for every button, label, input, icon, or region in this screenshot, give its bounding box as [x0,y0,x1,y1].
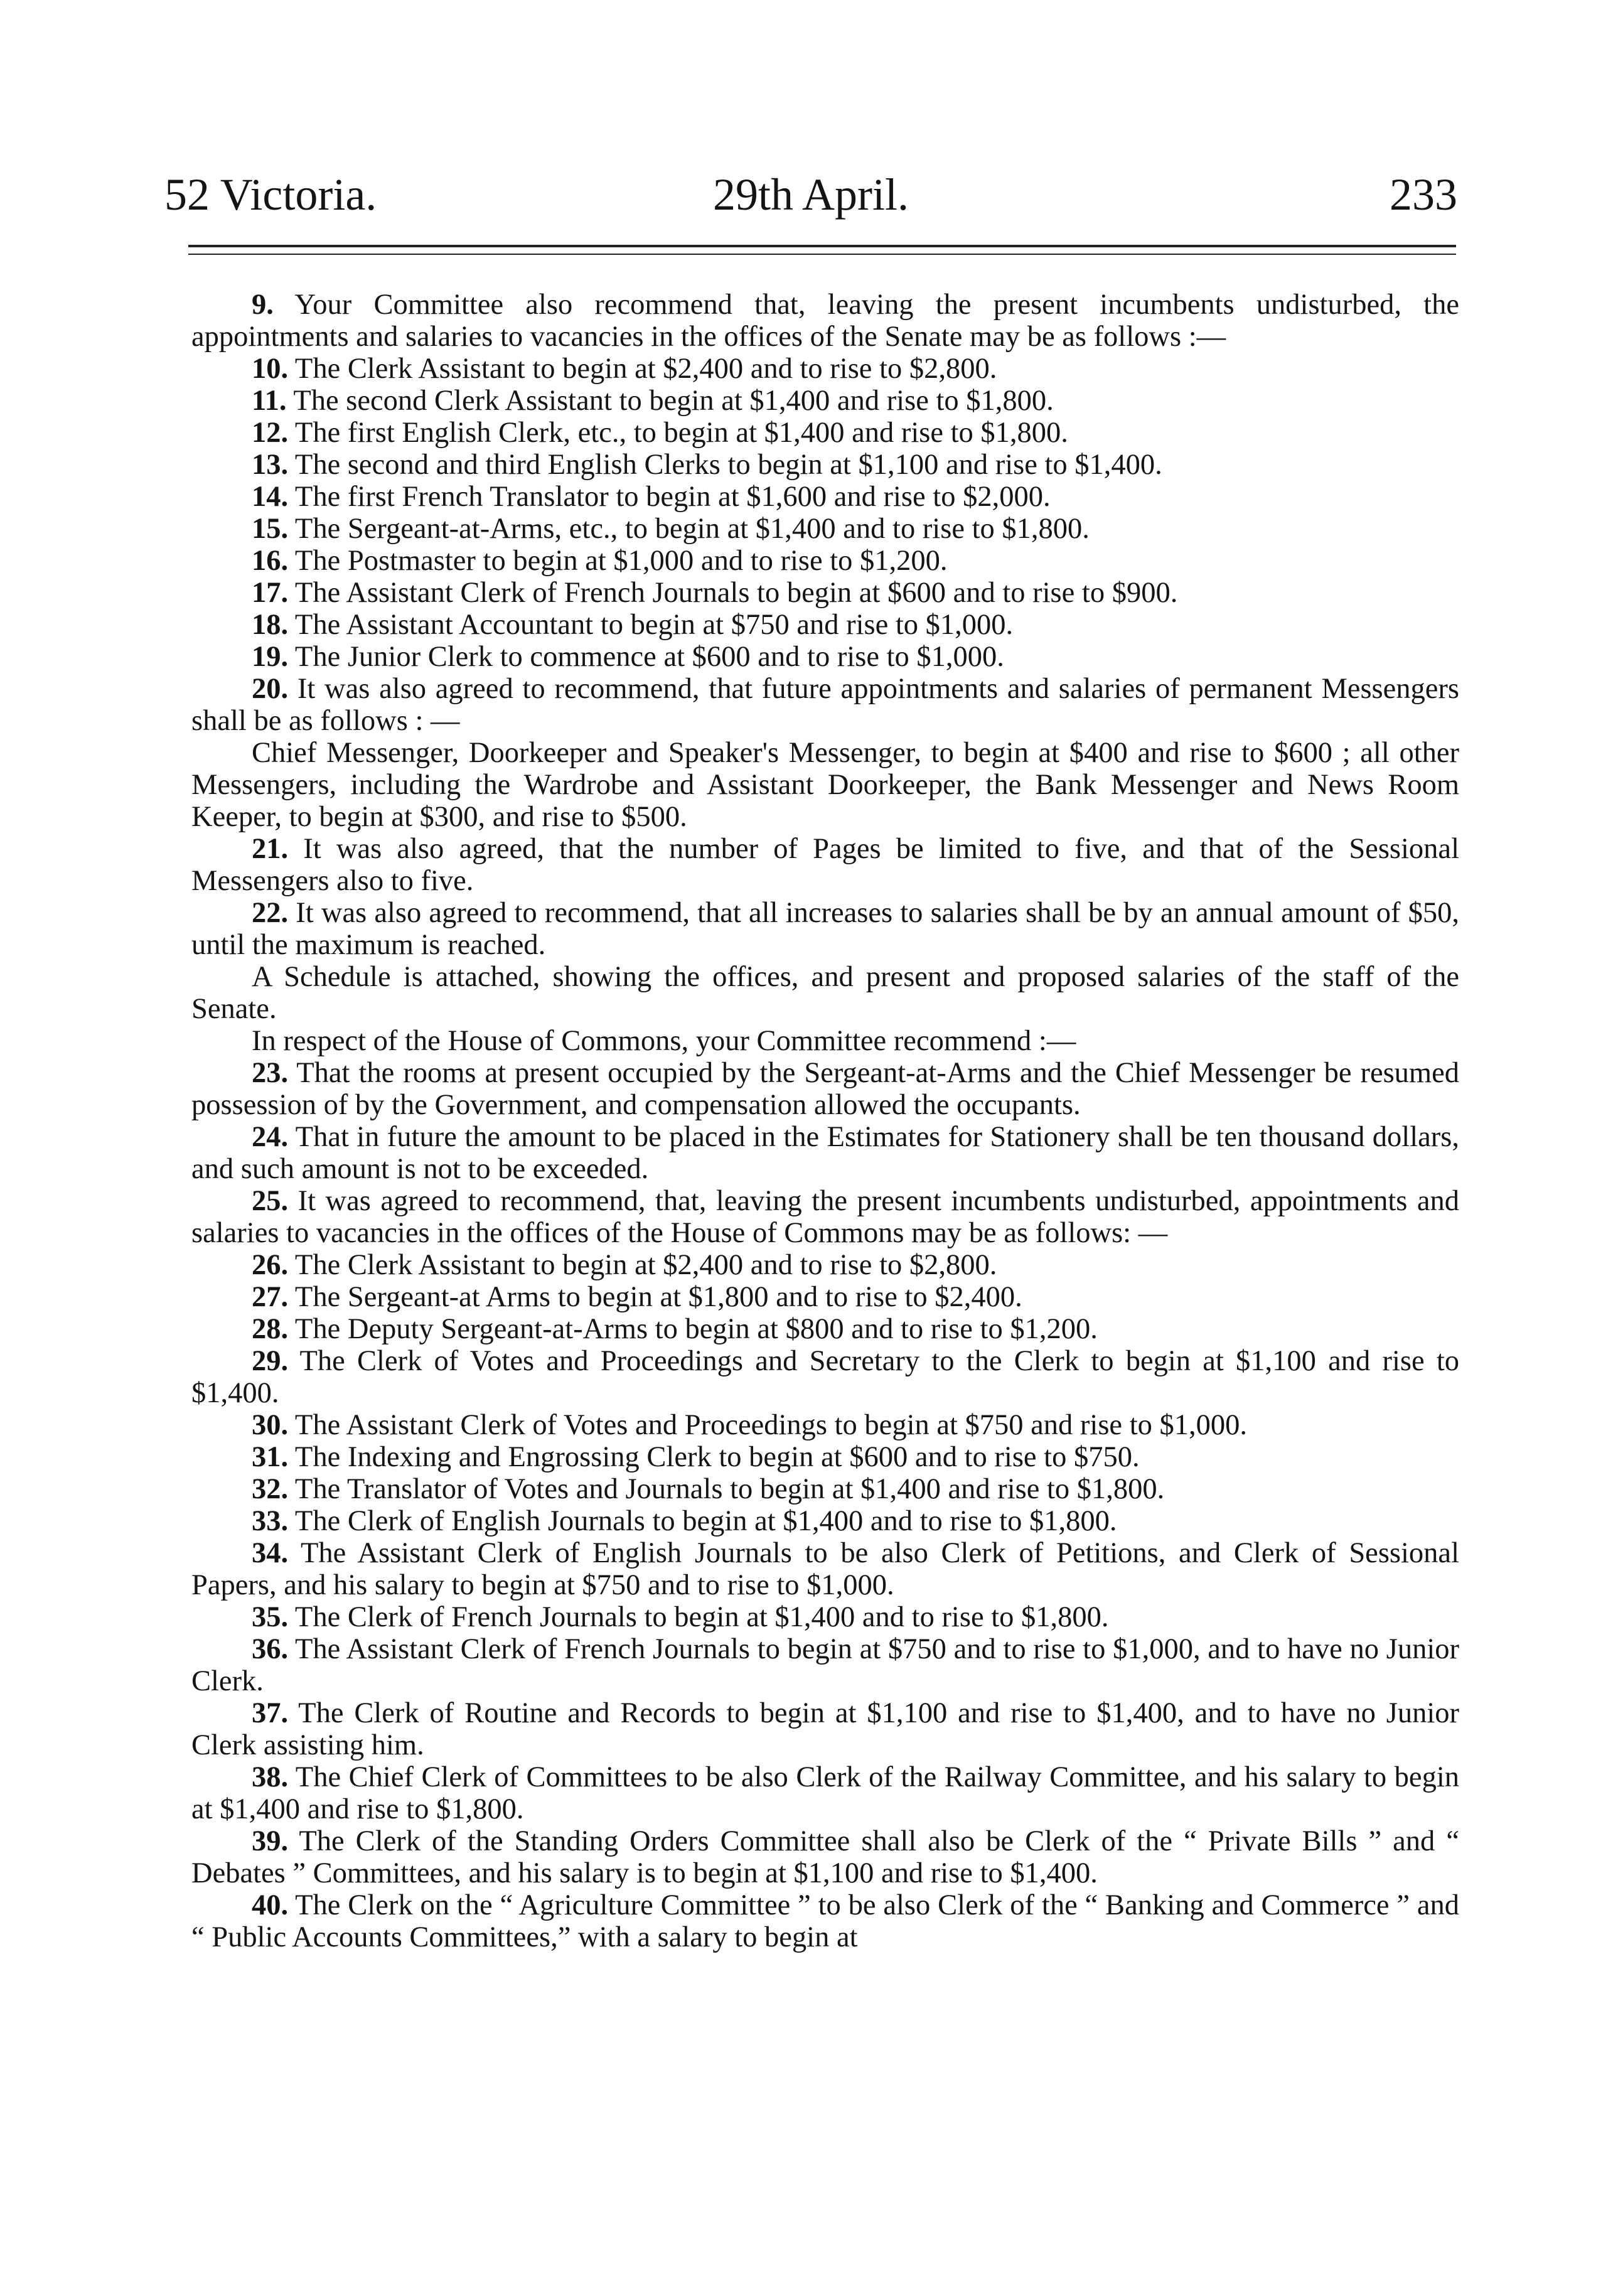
paragraph [191,1281,1459,1313]
paragraph [191,1473,1459,1505]
body-text [191,289,1459,1953]
paragraph-number: 25. [252,1185,289,1217]
paragraph [191,1889,1459,1953]
paragraph-text: The Assistant Clerk of Votes and Proceedings to begin at $750 and rise to $1,000. [288,1409,1247,1441]
header-rule-thick [188,245,1456,247]
paragraph-number: 33. [252,1505,289,1537]
paragraph [191,1121,1459,1185]
paragraph [191,1441,1459,1473]
paragraph [191,1825,1459,1889]
header-rule-thin [188,254,1456,255]
paragraph [191,577,1459,609]
paragraph [191,1185,1459,1249]
paragraph-text: The Assistant Accountant to begin at $750 and rise to $1,000. [288,609,1014,641]
paragraph-text: The Junior Clerk to commence at $600 and to rise to $1,000. [288,641,1004,673]
paragraph-text: The Postmaster to begin at $1,000 and to rise to $1,200. [288,545,948,577]
paragraph-number: 13. [252,449,289,481]
paragraph-number: 22. [252,897,289,929]
paragraph [191,513,1459,545]
paragraph-number: 19. [252,641,289,673]
paragraph-number: 29. [252,1345,289,1377]
paragraph-number: 16. [252,545,289,577]
paragraph-number: 11. [252,385,287,417]
paragraph [191,1025,1459,1057]
paragraph [191,897,1459,961]
paragraph [191,1409,1459,1441]
paragraph [191,449,1459,481]
paragraph-text: The first English Clerk, etc., to begin at $1,400 and rise to $1,800. [288,417,1068,449]
paragraph-number: 40. [252,1889,289,1921]
paragraph-number: 32. [252,1473,289,1505]
paragraph-number: 10. [252,353,289,385]
paragraph-text: The Clerk of Votes and Proceedings and Secretary to the Clerk to begin at $1,100 and rise to $1,400. [191,1345,1459,1409]
page-header [164,166,1457,223]
paragraph-number: 36. [252,1633,289,1665]
paragraph [191,1313,1459,1345]
paragraph-number: 38. [252,1761,289,1793]
paragraph-text: That the rooms at present occupied by the Sergeant-at-Arms and the Chief Messenger be resumed possession of by the Government, and compensation allowed the occupants. [191,1057,1459,1121]
paragraph-number: 17. [252,577,289,609]
paragraph-text: The Indexing and Engrossing Clerk to begin at $600 and to rise to $750. [288,1441,1140,1473]
paragraph-number: 14. [252,481,289,513]
paragraph [191,545,1459,577]
paragraph [191,1761,1459,1825]
paragraph [191,1505,1459,1537]
paragraph-text: In respect of the House of Commons, your Committee recommend :— [252,1025,1076,1057]
paragraph-number: 28. [252,1313,289,1345]
paragraph-number: 12. [252,417,289,449]
header-session: 52 Victoria. [164,169,377,220]
paragraph-text: Chief Messenger, Doorkeeper and Speaker's Messenger, to begin at $400 and rise to $600 ; all other Messengers, including the Wardrobe and Assistant Doorkeeper, the Bank Messenger and News Room Keeper, to begin at $300, and rise to $500. [191,737,1459,833]
paragraph [191,961,1459,1025]
paragraph-number: 18. [252,609,289,641]
paragraph [191,1633,1459,1697]
paragraph-text: It was also agreed to recommend, that future appointments and salaries of permanent Messengers shall be as follows : — [191,673,1459,737]
paragraph-text: The Clerk of French Journals to begin at $1,400 and to rise to $1,800. [288,1601,1109,1633]
paragraph-number: 30. [252,1409,289,1441]
paragraph-number: 37. [252,1697,289,1729]
paragraph-text: The Clerk Assistant to begin at $2,400 and to rise to $2,800. [288,1249,997,1281]
paragraph [191,1601,1459,1633]
paragraph-text: The Assistant Clerk of French Journals to begin at $750 and to rise to $1,000, and to have no Junior Clerk. [191,1633,1459,1697]
paragraph-text: The Chief Clerk of Committees to be also Clerk of the Railway Committee, and his salary to begin at $1,400 and rise to $1,800. [191,1761,1459,1825]
paragraph-text: Your Committee also recommend that, leaving the present incumbents undisturbed, the appointments and salaries to vacancies in the offices of the Senate may be as follows :— [191,289,1459,353]
paragraph-text: The Clerk of Routine and Records to begin at $1,100 and rise to $1,400, and to have no Junior Clerk assisting him. [191,1697,1459,1761]
paragraph [191,1537,1459,1601]
paragraph [191,737,1459,833]
paragraph-number: 15. [252,513,289,545]
paragraph-text: The Clerk Assistant to begin at $2,400 and to rise to $2,800. [288,353,997,385]
paragraph-text: The Sergeant-at-Arms, etc., to begin at $1,400 and to rise to $1,800. [288,513,1090,545]
paragraph-text: The second Clerk Assistant to begin at $1,400 and rise to $1,800. [286,385,1054,417]
paragraph-text: It was also agreed to recommend, that all increases to salaries shall be by an annual amount of $50, until the maximum is reached. [191,897,1459,961]
paragraph [191,833,1459,897]
paragraph-text: The Assistant Clerk of English Journals to be also Clerk of Petitions, and Clerk of Sessional Papers, and his salary to begin at $750 and to rise to $1,000. [191,1537,1459,1601]
paragraph-text: The Deputy Sergeant-at-Arms to begin at $800 and to rise to $1,200. [288,1313,1098,1345]
paragraph-number: 39. [252,1825,289,1857]
paragraph-text: It was also agreed, that the number of Pages be limited to five, and that of the Sessional Messengers also to five. [191,833,1459,897]
paragraph-number: 35. [252,1601,289,1633]
paragraph-number: 31. [252,1441,289,1473]
page-number: 233 [1390,169,1457,220]
paragraph [191,1697,1459,1761]
paragraph-number: 20. [252,673,289,705]
paragraph [191,609,1459,641]
paragraph-text: A Schedule is attached, showing the offices, and present and proposed salaries of the staff of the Senate. [191,961,1459,1025]
paragraph [191,353,1459,385]
paragraph-text: The Assistant Clerk of French Journals to begin at $600 and to rise to $900. [288,577,1178,609]
paragraph-text: The Clerk of English Journals to begin at $1,400 and to rise to $1,800. [288,1505,1117,1537]
paragraph [191,417,1459,449]
paragraph-number: 34. [252,1537,289,1569]
paragraph-text: The first French Translator to begin at $1,600 and rise to $2,000. [288,481,1051,513]
paragraph-text: The second and third English Clerks to begin at $1,100 and rise to $1,400. [288,449,1162,481]
paragraph [191,1249,1459,1281]
paragraph-text: The Translator of Votes and Journals to begin at $1,400 and rise to $1,800. [288,1473,1165,1505]
paragraph-text: That in future the amount to be placed in the Estimates for Stationery shall be ten thousand dollars, and such amount is not to be exceeded. [191,1121,1459,1185]
paragraph-number: 27. [252,1281,289,1313]
paragraph [191,289,1459,353]
paragraph [191,1057,1459,1121]
paragraph [191,385,1459,417]
header-date: 29th April. [712,169,909,220]
paragraph-number: 9. [252,289,274,321]
paragraph-number: 23. [252,1057,289,1089]
paragraph-text: The Sergeant-at Arms to begin at $1,800 and to rise to $2,400. [288,1281,1022,1313]
paragraph [191,481,1459,513]
paragraph-number: 24. [252,1121,289,1153]
paragraph [191,1345,1459,1409]
paragraph-text: The Clerk of the Standing Orders Committee shall also be Clerk of the “ Private Bills ” and “ Debates ” Committees, and his salary is to begin at $1,100 and rise to $1,400. [191,1825,1459,1889]
paragraph [191,641,1459,673]
paragraph-number: 26. [252,1249,289,1281]
paragraph-text: It was agreed to recommend, that, leaving the present incumbents undisturbed, appointments and salaries to vacancies in the offices of the House of Commons may be as follows: — [191,1185,1459,1249]
paragraph-number: 21. [252,833,289,865]
paragraph-text: The Clerk on the “ Agriculture Committee ” to be also Clerk of the “ Banking and Commerce ” and “ Public Accounts Committees,” with a salary to begin at [191,1889,1459,1953]
paragraph [191,673,1459,737]
